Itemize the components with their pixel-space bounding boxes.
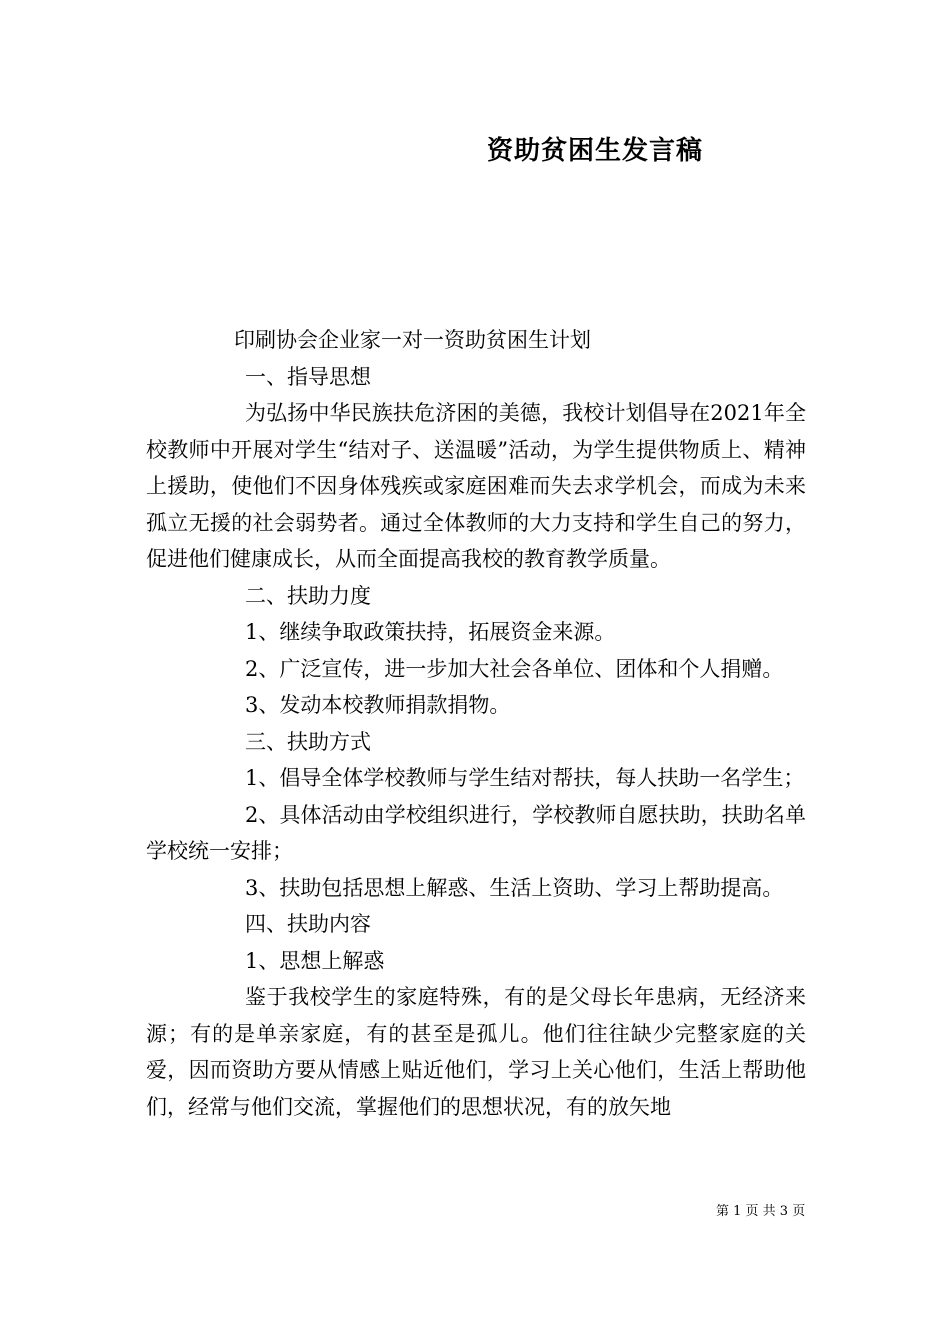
list-item-policy: 1、继续争取政策扶持，拓展资金来源。 (245, 620, 616, 644)
section-heading-support-content: 四、扶助内容 (245, 912, 371, 936)
plan-heading: 印刷协会企业家一对一资助贫困生计划 (234, 328, 591, 352)
section-heading-guiding-thought: 一、指导思想 (245, 364, 371, 389)
subheading-ideological-help: 1、思想上解惑 (245, 948, 385, 973)
section-heading-support-method: 三、扶助方式 (245, 729, 371, 754)
list-item-support-scope: 3、扶助包括思想上解惑、生活上资助、学习上帮助提高。 (245, 875, 784, 900)
page-number-footer: 第 1 页 共 3 页 (716, 1204, 806, 1219)
paragraph-guiding-thought: 为弘扬中华民族扶危济困的美德，我校计划倡导在2021年全校教师中开展对学生“结对子、送温暖”活动，为学生提供物质上、精神上援助，使他们不因身体残疾或家庭困难而失去求学机会，而成为未来孤立无援的社会弱势者。通过全体教师的大力支持和学生自己的努力，促进他们健康成长，从而全面提高我校的教育教学质量。 (146, 401, 806, 571)
document-body (146, 322, 806, 1125)
list-item-pairing: 1、倡导全体学校教师与学生结对帮扶，每人扶助一名学生； (245, 766, 805, 790)
list-item-publicity: 2、广泛宣传，进一步加大社会各单位、团体和个人捐赠。 (245, 656, 784, 681)
list-item-organization: 2、具体活动由学校组织进行，学校教师自愿扶助，扶助名单学校统一安排； (146, 802, 806, 863)
section-heading-support-strength: 二、扶助力度 (245, 583, 371, 608)
document-title: 资助贫困生发言稿 (487, 136, 704, 166)
list-item-teacher-donation: 3、发动本校教师捐款捐物。 (245, 693, 511, 717)
paragraph-ideological-help: 鉴于我校学生的家庭特殊，有的是父母长年患病，无经济来源；有的是单亲家庭，有的甚至是孤儿。他们往往缺少完整家庭的关爱，因而资助方要从情感上贴近他们，学习上关心他们，生活上帮助他们，经常与他们交流，掌握他们的思想状况，有的放矢地 (146, 985, 806, 1119)
